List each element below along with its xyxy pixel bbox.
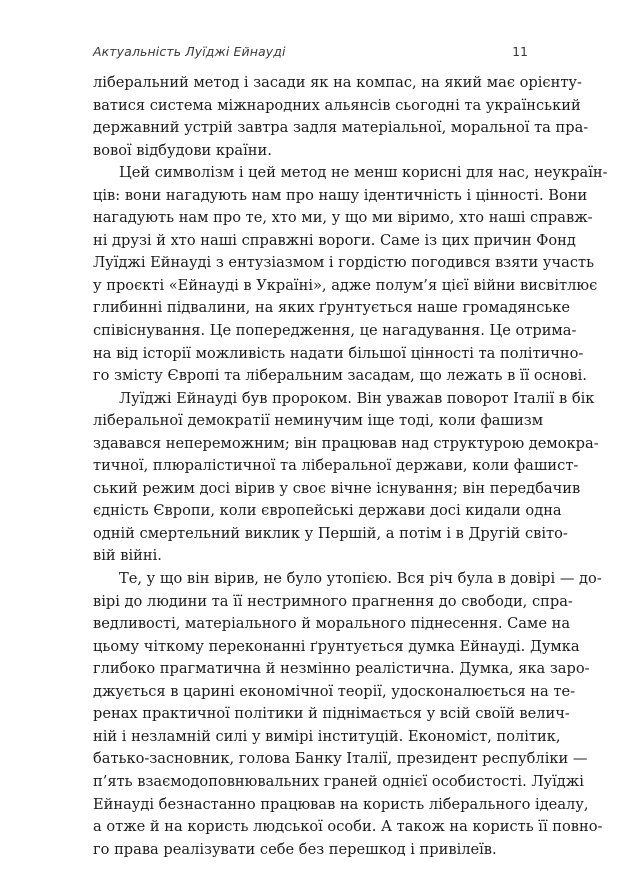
text-line: го змісту Європі та ліберальним засадам, що лежать в її основі. (93, 367, 587, 385)
text-line: вірі до людини та її нестримного прагнення до свободи, спра- (93, 592, 573, 610)
paragraph-3 (93, 388, 599, 568)
page-number: 11 (512, 44, 528, 59)
paragraph-1 (93, 72, 589, 162)
text-line: здавався непереможним; він працював над структурою демокра- (93, 434, 599, 452)
text-line: ський режим досі вірив у своє вічне існування; він передбачив (93, 479, 581, 497)
paragraph-2 (93, 162, 608, 387)
text-line: на від історії можливість надати більшої цінності та політично- (93, 344, 584, 362)
text-line: а отже й на користь людської особи. А також на користь її повно- (93, 818, 603, 836)
running-title: Актуальність Луїджі Ейнауді (93, 44, 286, 59)
body-text (93, 72, 608, 861)
text-line: ватися система міжнародних альянсів сьогодні та український (93, 96, 581, 114)
text-line: го права реалізувати себе без перешкод і привілеїв. (93, 840, 497, 858)
text-line: у проєкті «Ейнауді в Україні», адже полум’я цієї війни висвітлює (93, 276, 598, 294)
text-line: Цей символізм і цей метод не менш корисні для нас, неукраїн- (119, 164, 608, 182)
text-line: ліберальний метод і засади як на компас, на який має орієнту- (93, 74, 582, 91)
text-line: батько-засновник, голова Банку Італії, президент республіки — (93, 750, 588, 768)
text-line: ліберальної демократії неминучим іще тоді, коли фашизм (93, 412, 544, 430)
text-line: тичної, плюралістичної та ліберальної держави, коли фашист- (93, 457, 579, 475)
text-line: Ейнауді безнастанно працював на користь ліберального ідеалу, (93, 795, 589, 813)
text-line: Луїджі Ейнауді з ентузіазмом і гордістю погодився взяти участь (93, 254, 595, 272)
text-line: джується в царині економічної теорії, удосконалюється на те- (93, 682, 576, 700)
text-line: ні друзі й хто наші справжні вороги. Саме із цих причин Фонд (93, 231, 576, 249)
text-line: Луїджі Ейнауді був пророком. Він уважав поворот Італії в бік (119, 389, 595, 407)
text-line: єдність Європи, коли європейські держави досі кидали одна (93, 502, 562, 520)
text-line: державний устрій завтра задля матеріальної, моральної та пра- (93, 119, 589, 137)
text-line: ній і незламній силі у вимірі інституцій. Економіст, політик, (93, 727, 561, 745)
text-line: вової відбудови країни. (93, 141, 272, 159)
text-line: співіснування. Це попередження, це нагадування. Це отрима- (93, 322, 577, 340)
text-line: глибоко прагматична й незмінно реалістична. Думка, яка заро- (93, 660, 590, 678)
text-line: ведливості, матеріального й морального піднесення. Саме на (93, 615, 571, 633)
paragraph-4 (93, 568, 603, 861)
text-line: цьому чіткому переконанні ґрунтується думка Ейнауді. Думка (93, 637, 580, 655)
running-header (93, 44, 528, 64)
text-line: одній смертельний виклик у Першій, а потім і в Другій світо- (93, 524, 568, 542)
text-line: вій війні. (93, 547, 162, 565)
text-line: ців: вони нагадують нам про нашу ідентичність і цінності. Вони (93, 186, 588, 204)
text-line: глибинні підвалини, на яких ґрунтується наше громадянське (93, 299, 571, 317)
text-line: ренах практичної політики й піднімається у всій своїй велич- (93, 705, 570, 723)
text-line: Те, у що він вірив, не було утопією. Вся річ була в довірі — до- (119, 570, 602, 588)
text-line: п’ять взаємодоповнювальних граней однієї особистості. Луїджі (93, 772, 584, 790)
text-line: нагадують нам про те, хто ми, у що ми віримо, хто наші справж- (93, 209, 593, 227)
